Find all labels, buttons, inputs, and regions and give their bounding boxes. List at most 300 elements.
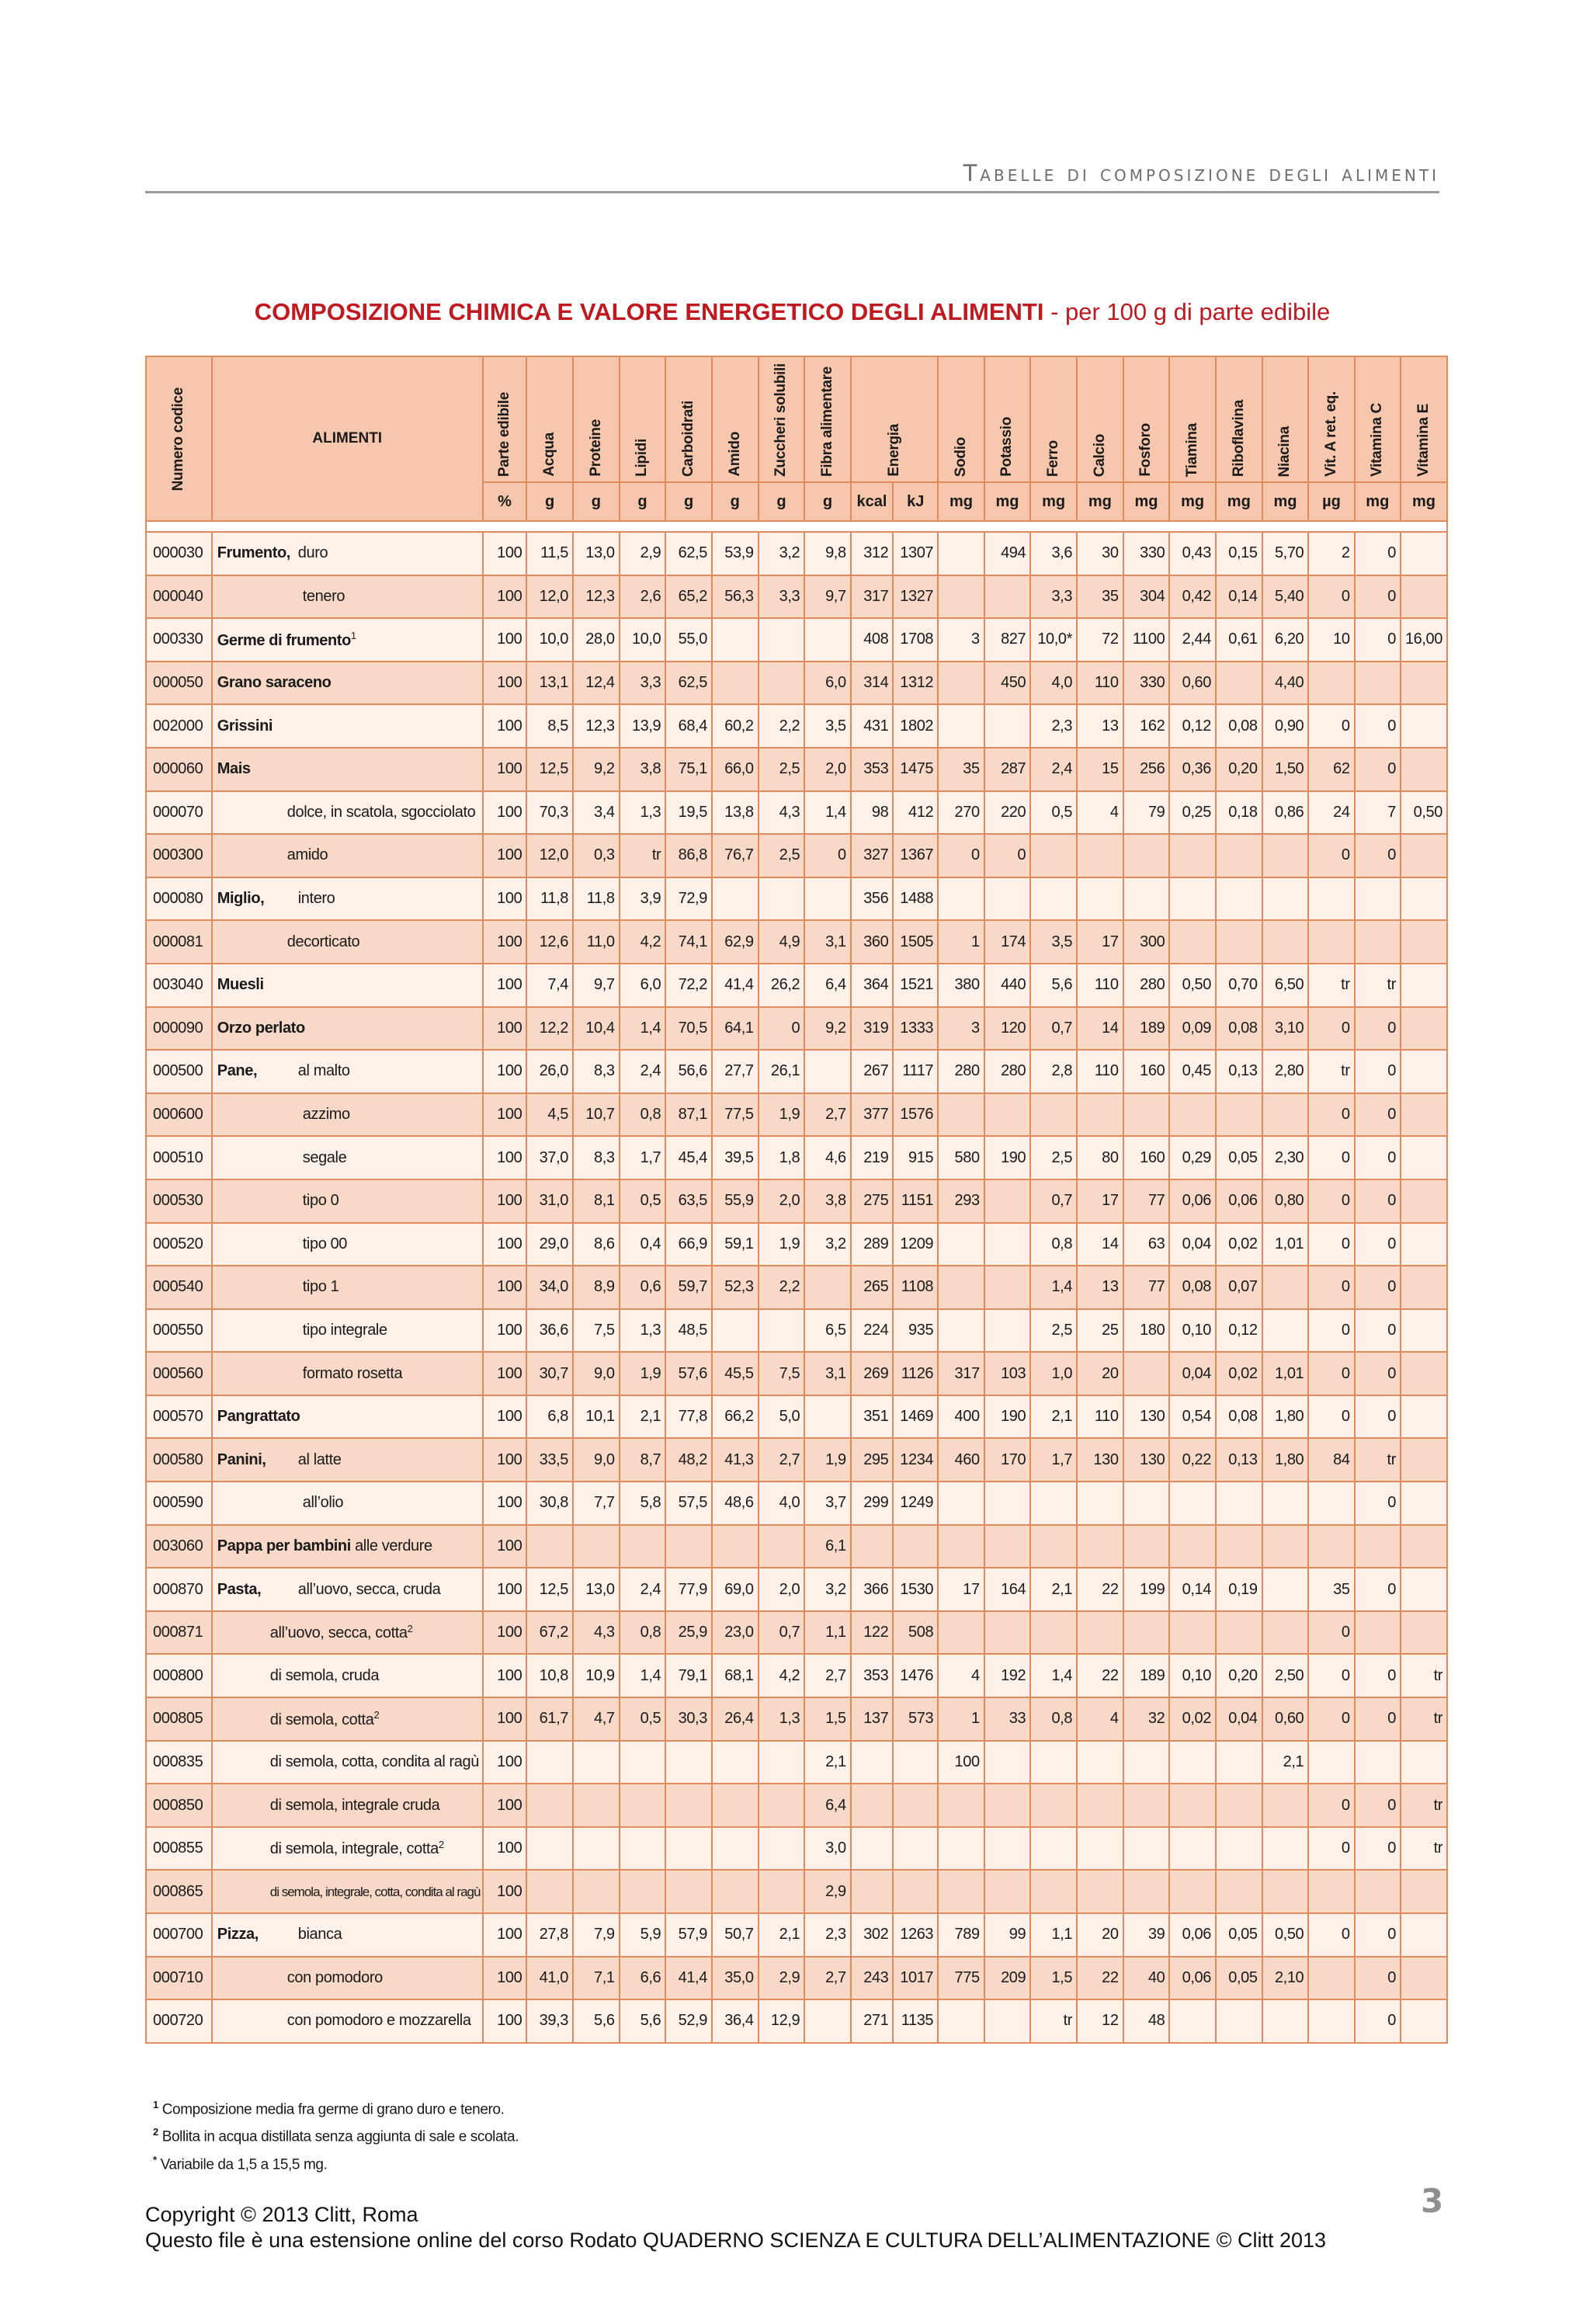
food-name [212,1050,483,1093]
value-cell [984,1827,1031,1871]
food-name [212,1352,483,1395]
value-cell: 0 [1355,1352,1401,1395]
food-variant: amido [286,846,328,864]
value-cell: 5,9 [620,1913,666,1957]
value-cell: 275 [851,1179,894,1223]
page-title-suffix: - per 100 g di parte edibile [1043,298,1331,325]
value-cell: 3 [938,1007,984,1051]
value-cell [1216,1999,1262,2043]
value-cell: 100 [483,1093,527,1137]
value-cell [1355,662,1401,705]
value-cell: 302 [851,1913,894,1957]
value-cell: 2,5 [1030,1136,1077,1179]
value-cell [620,1741,666,1784]
value-cell: 30,7 [526,1352,573,1395]
value-cell: 164 [984,1568,1031,1611]
value-cell: 100 [483,618,527,662]
table-row [146,1136,1447,1179]
value-cell: 122 [851,1611,894,1655]
food-variant: tenero [302,587,345,605]
food-name [212,575,483,619]
value-cell: 32 [1123,1697,1170,1741]
table-row [146,1482,1447,1525]
value-cell [1308,1525,1354,1568]
value-cell [665,1741,712,1784]
value-cell [1077,1870,1123,1913]
value-cell [712,1870,759,1913]
food-name [212,1784,483,1827]
value-cell: 1234 [893,1438,938,1482]
food-code: 000040 [146,575,212,619]
value-cell: 39,5 [712,1136,759,1179]
value-cell: 3 [938,618,984,662]
value-cell: 13,9 [620,704,666,748]
food-variant: formato rosetta [302,1364,403,1382]
value-cell: 0 [1355,1784,1401,1827]
value-cell [1308,877,1354,921]
value-cell: 0,06 [1169,1913,1216,1957]
value-cell: 0 [1308,1784,1354,1827]
page-title [145,298,1439,326]
value-cell: 1802 [893,704,938,748]
value-cell: 0 [1355,748,1401,791]
value-cell: 22 [1077,1568,1123,1611]
value-cell: 0 [1308,1309,1354,1353]
value-cell: 79,1 [665,1654,712,1697]
value-cell: 377 [851,1093,894,1137]
value-cell: 0 [1308,704,1354,748]
value-cell: 56,6 [665,1050,712,1093]
value-cell: 0 [1308,1179,1354,1223]
food-name [212,1525,483,1568]
value-cell [526,1784,573,1827]
value-cell: 1 [938,1697,984,1741]
value-cell: 1 [938,920,984,964]
value-cell: 2,1 [759,1913,805,1957]
value-cell: 789 [938,1913,984,1957]
value-cell: 317 [938,1352,984,1395]
food-code: 000050 [146,662,212,705]
value-cell [759,1525,805,1568]
food-code: 000600 [146,1093,212,1137]
food-main-name: Pane, [217,1062,258,1080]
value-cell: 22 [1077,1654,1123,1697]
value-cell: 100 [483,1741,527,1784]
value-cell: 100 [483,964,527,1007]
header-niacina: Niacina [1262,356,1309,482]
value-cell: 77,5 [712,1093,759,1137]
value-cell: 1,9 [759,1093,805,1137]
value-cell: 0 [1355,1697,1401,1741]
table-row [146,1784,1447,1827]
value-cell: tr [1308,1050,1354,1093]
value-cell: 13,0 [573,532,620,575]
value-cell [1355,1525,1401,1568]
unit-cell: mg [1077,482,1123,521]
value-cell: 6,50 [1262,964,1309,1007]
header-energia: Energia [851,356,939,482]
value-cell: 26,4 [712,1697,759,1741]
table-row [146,1438,1447,1482]
value-cell: 33,5 [526,1438,573,1482]
value-cell: 100 [483,1136,527,1179]
value-cell: 327 [851,834,894,877]
value-cell: 100 [483,1352,527,1395]
value-cell: 15 [1077,748,1123,791]
value-cell: 353 [851,748,894,791]
value-cell: 2,8 [1030,1050,1077,1093]
value-cell: 30,8 [526,1482,573,1525]
food-code: 000081 [146,920,212,964]
value-cell: 0,13 [1216,1050,1262,1093]
food-variant: al malto [297,1062,350,1080]
value-cell [1123,1870,1170,1913]
value-cell: 2,1 [1030,1568,1077,1611]
value-cell [1262,1870,1309,1913]
value-cell: 72,9 [665,877,712,921]
value-cell: 190 [984,1395,1031,1439]
value-cell: 13 [1077,1266,1123,1309]
value-cell: 100 [483,1870,527,1913]
value-cell: 2,10 [1262,1957,1309,2000]
value-cell: 1312 [893,662,938,705]
value-cell: 304 [1123,575,1170,619]
unit-cell: kcal [851,482,894,521]
value-cell [938,704,984,748]
value-cell [1216,1611,1262,1655]
value-cell: 0 [1308,1352,1354,1395]
food-name [212,1438,483,1482]
header-row [146,356,1447,482]
value-cell: 2,44 [1169,618,1216,662]
value-cell [851,1525,894,1568]
value-cell: 0,43 [1169,532,1216,575]
value-cell: 86,8 [665,834,712,877]
unit-cell: g [804,482,850,521]
food-code: 000520 [146,1223,212,1266]
value-cell [620,1870,666,1913]
food-variant: intero [297,890,335,908]
value-cell: 450 [984,662,1031,705]
value-cell: 4,3 [573,1611,620,1655]
value-cell: 9,7 [804,575,850,619]
value-cell [1169,920,1216,964]
value-cell: 380 [938,964,984,1007]
value-cell: 0 [1308,1266,1354,1309]
value-cell: tr [1355,964,1401,1007]
value-cell: 12,5 [526,748,573,791]
value-cell: 1,8 [759,1136,805,1179]
value-cell: 9,8 [804,532,850,575]
value-cell: tr [1030,1999,1077,2043]
value-cell [1401,704,1447,748]
value-cell: 289 [851,1223,894,1266]
value-cell: 2,30 [1262,1136,1309,1179]
value-cell: 64,1 [712,1007,759,1051]
value-cell: 100 [483,834,527,877]
value-cell: 287 [984,748,1031,791]
value-cell [938,877,984,921]
value-cell: 2,1 [1262,1741,1309,1784]
value-cell: 20 [1077,1913,1123,1957]
value-cell: 100 [483,1957,527,2000]
header-ferro: Ferro [1030,356,1077,482]
value-cell [1262,1827,1309,1871]
value-cell: 84 [1308,1438,1354,1482]
food-variant: all’uovo, secca, cotta [269,1624,408,1642]
food-name [212,1223,483,1266]
value-cell: 10,7 [573,1093,620,1137]
value-cell: 100 [483,1784,527,1827]
food-code: 000030 [146,532,212,575]
value-cell: 775 [938,1957,984,2000]
value-cell: 1,1 [804,1611,850,1655]
header-calcio: Calcio [1077,356,1123,482]
food-code: 000835 [146,1741,212,1784]
food-code: 000570 [146,1395,212,1439]
value-cell: 4,0 [1030,662,1077,705]
table-row [146,1525,1447,1568]
food-name [212,1741,483,1784]
value-cell: 10,0* [1030,618,1077,662]
value-cell: 33 [984,1697,1031,1741]
value-cell: 0 [1308,1093,1354,1137]
value-cell: 17 [938,1568,984,1611]
copyright-block [145,2202,1326,2253]
value-cell [1123,1784,1170,1827]
value-cell [620,1525,666,1568]
value-cell [1262,1568,1309,1611]
value-cell: 1469 [893,1395,938,1439]
value-cell: 31,0 [526,1179,573,1223]
value-cell: 37,0 [526,1136,573,1179]
value-cell: 60,2 [712,704,759,748]
table-row [146,1611,1447,1655]
value-cell [938,662,984,705]
value-cell: 1327 [893,575,938,619]
value-cell [984,1179,1031,1223]
value-cell: 4 [1077,1697,1123,1741]
food-variant: segale [302,1148,347,1166]
value-cell: 12 [1077,1999,1123,2043]
value-cell: 11,8 [526,877,573,921]
value-cell: 62,5 [665,662,712,705]
value-cell: 7,9 [573,1913,620,1957]
value-cell: 59,7 [665,1266,712,1309]
unit-cell: mg [1355,482,1401,521]
value-cell: 100 [483,748,527,791]
food-code: 000710 [146,1957,212,2000]
value-cell [984,1741,1031,1784]
value-cell: 100 [483,1525,527,1568]
value-cell: 100 [483,1697,527,1741]
value-cell: 130 [1123,1395,1170,1439]
table-row [146,1352,1447,1395]
value-cell [938,1611,984,1655]
value-cell [759,1784,805,1827]
value-cell: 3,8 [620,748,666,791]
value-cell [1169,1482,1216,1525]
value-cell: 364 [851,964,894,1007]
value-cell: 1708 [893,618,938,662]
value-cell [1216,1741,1262,1784]
value-cell: 0,80 [1262,1179,1309,1223]
value-cell [1077,1482,1123,1525]
value-cell [984,1525,1031,1568]
food-main-name: Pizza, [217,1926,259,1944]
value-cell: 26,2 [759,964,805,1007]
value-cell: 100 [483,1482,527,1525]
value-cell: 12,6 [526,920,573,964]
value-cell: 0,29 [1169,1136,1216,1179]
value-cell: 8,9 [573,1266,620,1309]
value-cell: 5,70 [1262,532,1309,575]
food-variant: al latte [297,1450,342,1468]
value-cell: 52,9 [665,1999,712,2043]
value-cell: 0,20 [1216,748,1262,791]
value-cell: 0 [1355,1309,1401,1353]
value-cell: 0 [938,834,984,877]
value-cell: 13,1 [526,662,573,705]
value-cell: 22 [1077,1957,1123,2000]
value-cell: 12,2 [526,1007,573,1051]
food-code: 000560 [146,1352,212,1395]
value-cell: 52,3 [712,1266,759,1309]
food-name [212,1611,483,1655]
value-cell: 0,5 [620,1697,666,1741]
value-cell [1169,1611,1216,1655]
value-cell: tr [620,834,666,877]
value-cell: 48 [1123,1999,1170,2043]
value-cell: 25 [1077,1309,1123,1353]
value-cell: 271 [851,1999,894,2043]
value-cell [893,1870,938,1913]
value-cell [1401,575,1447,619]
value-cell [1216,834,1262,877]
value-cell: 7,4 [526,964,573,1007]
food-variant: all’uovo, secca, cruda [297,1580,441,1598]
unit-cell: kJ [893,482,938,521]
value-cell: 57,9 [665,1913,712,1957]
running-head: Tabelle di composizione degli alimenti [963,160,1439,186]
food-name [212,1568,483,1611]
value-cell: 0 [1355,704,1401,748]
value-cell [1355,1611,1401,1655]
value-cell: 4,7 [573,1697,620,1741]
value-cell: 99 [984,1913,1031,1957]
value-cell: 0 [1308,575,1354,619]
food-code: 000855 [146,1827,212,1871]
value-cell: 8,3 [573,1136,620,1179]
value-cell: 0,08 [1216,1007,1262,1051]
food-variant: di semola, cotta [269,1711,374,1728]
value-cell [1262,1999,1309,2043]
value-cell: 573 [893,1697,938,1741]
value-cell: 76,7 [712,834,759,877]
value-cell: 35 [1077,575,1123,619]
value-cell [851,1870,894,1913]
value-cell: 103 [984,1352,1031,1395]
value-cell: 2,2 [759,1266,805,1309]
footnote-mark: 2 [438,1838,444,1850]
value-cell [1401,532,1447,575]
value-cell: 7,5 [759,1352,805,1395]
value-cell: 66,0 [712,748,759,791]
value-cell [1216,877,1262,921]
value-cell: 312 [851,532,894,575]
value-cell: 0 [1355,1093,1401,1137]
value-cell [1169,1999,1216,2043]
value-cell: 110 [1077,1395,1123,1439]
header-vit-a-ret-eq: Vit. A ret. eq. [1308,356,1354,482]
value-cell: 0,6 [620,1266,666,1309]
value-cell: 8,3 [573,1050,620,1093]
value-cell: 408 [851,618,894,662]
value-cell: 28,0 [573,618,620,662]
value-cell [893,1827,938,1871]
value-cell [1262,877,1309,921]
value-cell: 40 [1123,1957,1170,2000]
value-cell [1030,1870,1077,1913]
value-cell: 14 [1077,1223,1123,1266]
value-cell: 269 [851,1352,894,1395]
value-cell: 6,1 [804,1525,850,1568]
food-variant: di semola, cruda [269,1666,380,1684]
value-cell [1169,834,1216,877]
value-cell: 915 [893,1136,938,1179]
value-cell: 75,1 [665,748,712,791]
value-cell: 24 [1308,791,1354,835]
value-cell: 0,06 [1169,1957,1216,2000]
value-cell: 356 [851,877,894,921]
value-cell: 4,3 [759,791,805,835]
value-cell: 0,22 [1169,1438,1216,1482]
value-cell: 4,9 [759,920,805,964]
value-cell: 1117 [893,1050,938,1093]
value-cell: 0,19 [1216,1568,1262,1611]
value-cell: 0 [1355,1654,1401,1697]
value-cell: tr [1308,964,1354,1007]
value-cell [984,1999,1031,2043]
food-main-name: Grissini [217,717,273,735]
value-cell [1308,1741,1354,1784]
value-cell [984,1223,1031,1266]
header-riboflavina: Riboflavina [1216,356,1262,482]
value-cell [1355,920,1401,964]
value-cell: 0,5 [620,1179,666,1223]
food-code: 000800 [146,1654,212,1697]
value-cell: 0,7 [1030,1007,1077,1051]
food-code: 000850 [146,1784,212,1827]
value-cell [984,1784,1031,1827]
value-cell: 0 [1308,1007,1354,1051]
value-cell [1401,834,1447,877]
value-cell: 0,50 [1262,1913,1309,1957]
food-code: 000060 [146,748,212,791]
value-cell: 440 [984,964,1031,1007]
value-cell: 0,7 [759,1611,805,1655]
food-main-name: Pasta, [217,1580,262,1598]
value-cell: 0,90 [1262,704,1309,748]
food-name [212,1007,483,1051]
value-cell: 3,9 [620,877,666,921]
food-name [212,532,483,575]
food-variant: duro [297,544,328,562]
footnote-text: Variabile da 1,5 a 15,5 mg. [160,2156,328,2173]
value-cell: 130 [1123,1438,1170,1482]
table-row [146,1093,1447,1137]
value-cell: 1505 [893,920,938,964]
